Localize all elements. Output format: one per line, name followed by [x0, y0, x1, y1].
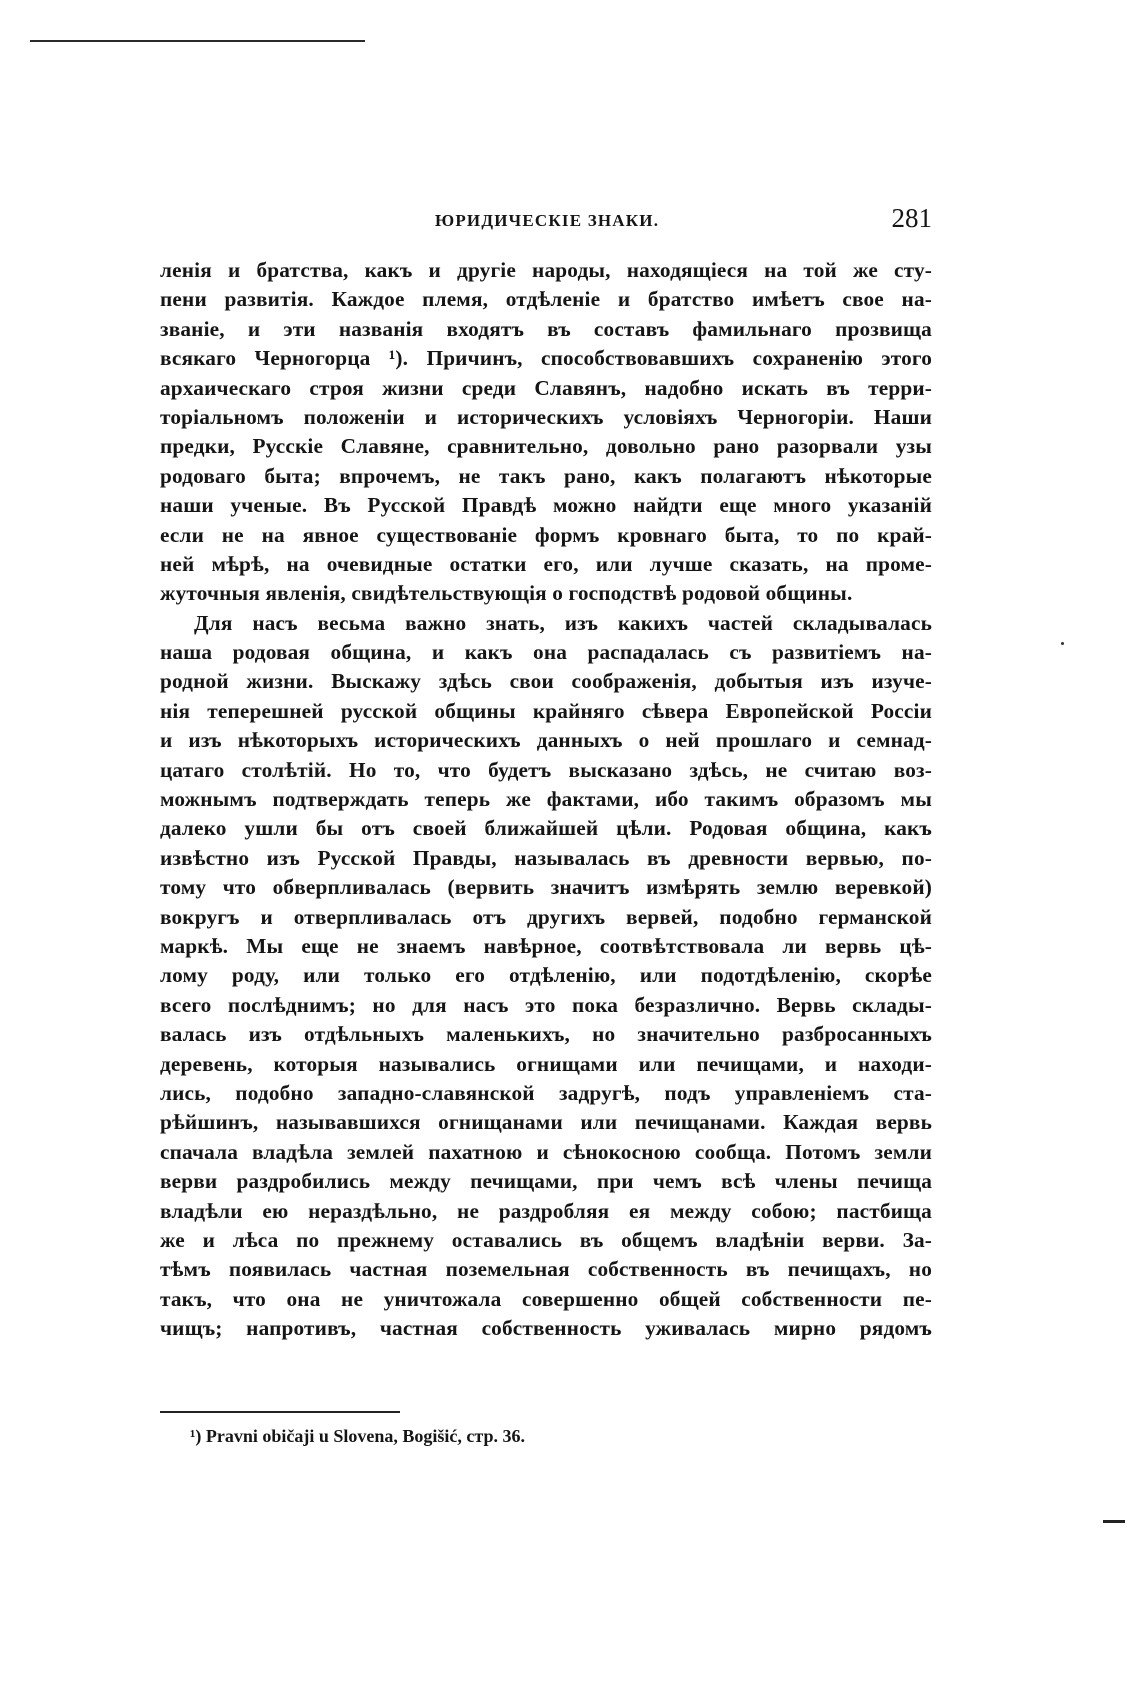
- text-line: владѣли ею нераздѣльно, не раздробляя ея между собою; пастбища: [160, 1198, 932, 1223]
- text-line: верви раздробились между печищами, при чемъ всѣ члены печища: [160, 1169, 932, 1194]
- text-line: нія теперешней русской общины крайняго сѣвера Европейской Россіи: [160, 698, 932, 723]
- text-line: жуточныя явленія, свидѣтельствующія о господствѣ родовой общины.: [160, 581, 853, 606]
- text-line: предки, Русскіе Славяне, сравнительно, довольно рано разорвали узы: [160, 434, 932, 459]
- text-line: рѣйшинъ, называвшихся огнищанами или печищанами. Каждая вервь: [160, 1110, 932, 1135]
- text-line: наша родовая община, и какъ она распадалась съ развитіемъ на-: [160, 640, 932, 665]
- scan-rule-top: [30, 40, 365, 42]
- text-line: званіе, и эти названія входятъ въ составъ фамильнаго прозвища: [160, 316, 932, 341]
- body-text: [160, 256, 932, 1343]
- page-number: 281: [891, 203, 932, 233]
- footnote: ¹) Pravni običaji u Slovena, Bogišić, стр. 36.: [190, 1426, 525, 1446]
- text-line: же и лѣса по прежнему оставались въ общемъ владѣніи верви. За-: [160, 1227, 932, 1252]
- text-line: Для насъ весьма важно знать, изъ какихъ частей складывалась: [194, 610, 932, 635]
- text-line: извѣстно изъ Русской Правды, называлась въ древности вервью, по-: [160, 845, 932, 870]
- text-line: тому что обверпливалась (вервить значитъ измѣрять землю веревкой): [160, 875, 932, 900]
- text-line: ней мѣрѣ, на очевидные остатки его, или лучше сказать, на проме-: [160, 551, 932, 576]
- text-line: и изъ нѣкоторыхъ историческихъ данныхъ о ней прошлаго и семнад-: [160, 728, 932, 753]
- text-line: пени развитія. Каждое племя, отдѣленіе и братство имѣетъ свое на-: [160, 287, 932, 312]
- text-line: чищъ; напротивъ, частная собственность уживалась мирно рядомъ: [160, 1316, 932, 1341]
- text-line: далеко ушли бы отъ своей ближайшей цѣли. Родовая община, какъ: [160, 816, 932, 841]
- text-line: вокругъ и отверпливалась отъ другихъ вервей, подобно германской: [160, 904, 932, 929]
- text-line: цатаго столѣтій. Но то, что будетъ высказано здѣсь, не считаю воз-: [160, 757, 932, 782]
- text-line: всякаго Черногорца ¹). Причинъ, способствовавшихъ сохраненію этого: [160, 346, 932, 371]
- text-line: если не на явное существованіе формъ кровнаго быта, то по край-: [160, 522, 932, 547]
- page-header: [160, 203, 932, 243]
- text-line: деревень, которыя назывались огнищами или печищами, и находи-: [160, 1051, 932, 1076]
- text-line: такъ, что она не уничтожала совершенно общей собственности пе-: [160, 1286, 932, 1311]
- text-line: маркѣ. Мы еще не знаемъ навѣрное, соотвѣтствовала ли вервь цѣ-: [160, 933, 932, 958]
- text-line: валась изъ отдѣльныхъ маленькихъ, но значительно разбросанныхъ: [160, 1022, 932, 1047]
- text-line: спачала владѣла землей пахатною и сѣнокосною сообща. Потомъ земли: [160, 1139, 932, 1164]
- text-line: можнымъ подтверждать теперь же фактами, ибо такимъ образомъ мы: [160, 787, 932, 812]
- text-line: лому роду, или только его отдѣленію, или подотдѣленію, скорѣе: [160, 963, 932, 988]
- text-line: наши ученые. Въ Русской Правдѣ можно найдти еще много указаній: [160, 493, 932, 518]
- text-line: тѣмъ появилась частная поземельная собственность въ печищахъ, но: [160, 1257, 932, 1282]
- scan-dot: [1061, 642, 1064, 645]
- text-line: родоваго быта; впрочемъ, не такъ рано, какъ полагаютъ нѣкоторые: [160, 463, 932, 488]
- text-line: лись, подобно западно-славянской задругѣ, подъ управленіемъ ста-: [160, 1080, 932, 1105]
- running-title: ЮРИДИЧЕСКІЕ ЗНАКИ.: [435, 211, 660, 230]
- text-line: торіальномъ положеніи и историческихъ условіяхъ Черногоріи. Наши: [160, 404, 932, 429]
- text-line: всего послѣднимъ; но для насъ это пока безразлично. Вервь склады-: [160, 992, 932, 1017]
- text-line: родной жизни. Выскажу здѣсь свои соображенія, добытыя изъ изуче-: [160, 669, 932, 694]
- text-line: ленія и братства, какъ и другіе народы, находящіеся на той же сту-: [160, 258, 932, 282]
- footnote-rule: [160, 1411, 400, 1413]
- scan-mark-right: [1103, 1520, 1125, 1523]
- text-line: архаическаго строя жизни среди Славянъ, надобно искать въ терри-: [160, 375, 932, 400]
